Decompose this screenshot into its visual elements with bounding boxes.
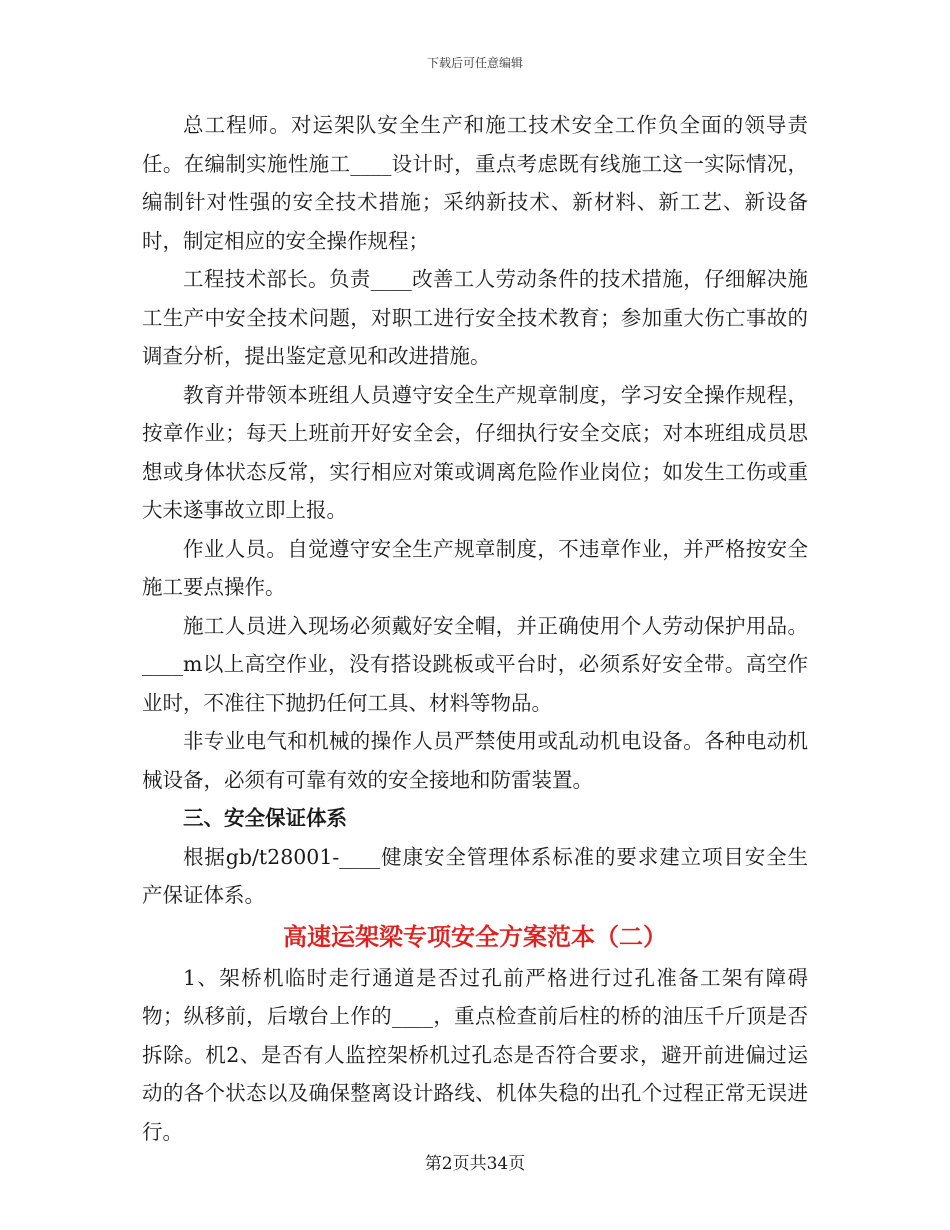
page-header: 下载后可任意编辑	[426, 56, 523, 70]
paragraph-workers: 作业人员。自觉遵守安全生产规章制度，不违章作业，并严格按安全施工要点操作。	[142, 536, 808, 599]
page-number: 第2页共34页	[424, 1154, 526, 1174]
paragraph-tech-director: 工程技术部长。负责____改善工人劳动条件的技术措施，仔细解决施工生产中安全技术问题，对职工进行安全技术教育；参加重大伤亡事故的调查分析，提出鉴定意见和改进措施。	[142, 267, 808, 368]
paragraph-bridge-machine: 1、架桥机临时走行通道是否过孔前严格进行过孔准备工架有障碍物；纵移前，后墩台上作的____，重点检查前后柱的桥的油压千斤顶是否拆除。机2、是否有人监控架桥机过孔态是否符合要求，避开前进偏过运动的各个状态以及确保整离设计路线、机体失稳的出孔个过程正常无误进行。	[142, 965, 808, 1144]
document-body	[142, 106, 808, 1151]
paragraph-safety-system: 根据gb/t28001-____健康安全管理体系标准的要求建立项目安全生产保证体系。	[142, 844, 808, 907]
paragraph-team-leader: 教育并带领本班组人员遵守安全生产规章制度，学习安全操作规程，按章作业；每天上班前开好安全会，仔细执行安全交底；对本班组成员思想或身体状态反常，实行相应对策或调离危险作业岗位；如发生工伤或重大未遂事故立即上报。	[142, 382, 808, 522]
document-title: 高速运架梁专项安全方案范本（二）	[283, 922, 667, 951]
section-heading: 三、安全保证体系	[183, 806, 347, 830]
paragraph-safety-helmet: 施工人员进入现场必须戴好安全帽，并正确使用个人劳动保护用品。____m以上高空作业，没有搭设跳板或平台时，必须系好安全带。高空作业时，不准往下抛扔任何工具、材料等物品。	[142, 613, 808, 715]
paragraph-electrical: 非专业电气和机械的操作人员严禁使用或乱动机电设备。各种电动机械设备，必须有可靠有效的安全接地和防雷装置。	[142, 729, 808, 792]
paragraph-chief-engineer: 总工程师。对运架队安全生产和施工技术安全工作负全面的领导责任。在编制实施性施工____设计时，重点考虑既有线施工这一实际情况，编制针对性强的安全技术措施；采纳新技术、新材料、新工艺、新设备时，制定相应的安全操作规程；	[142, 113, 808, 253]
